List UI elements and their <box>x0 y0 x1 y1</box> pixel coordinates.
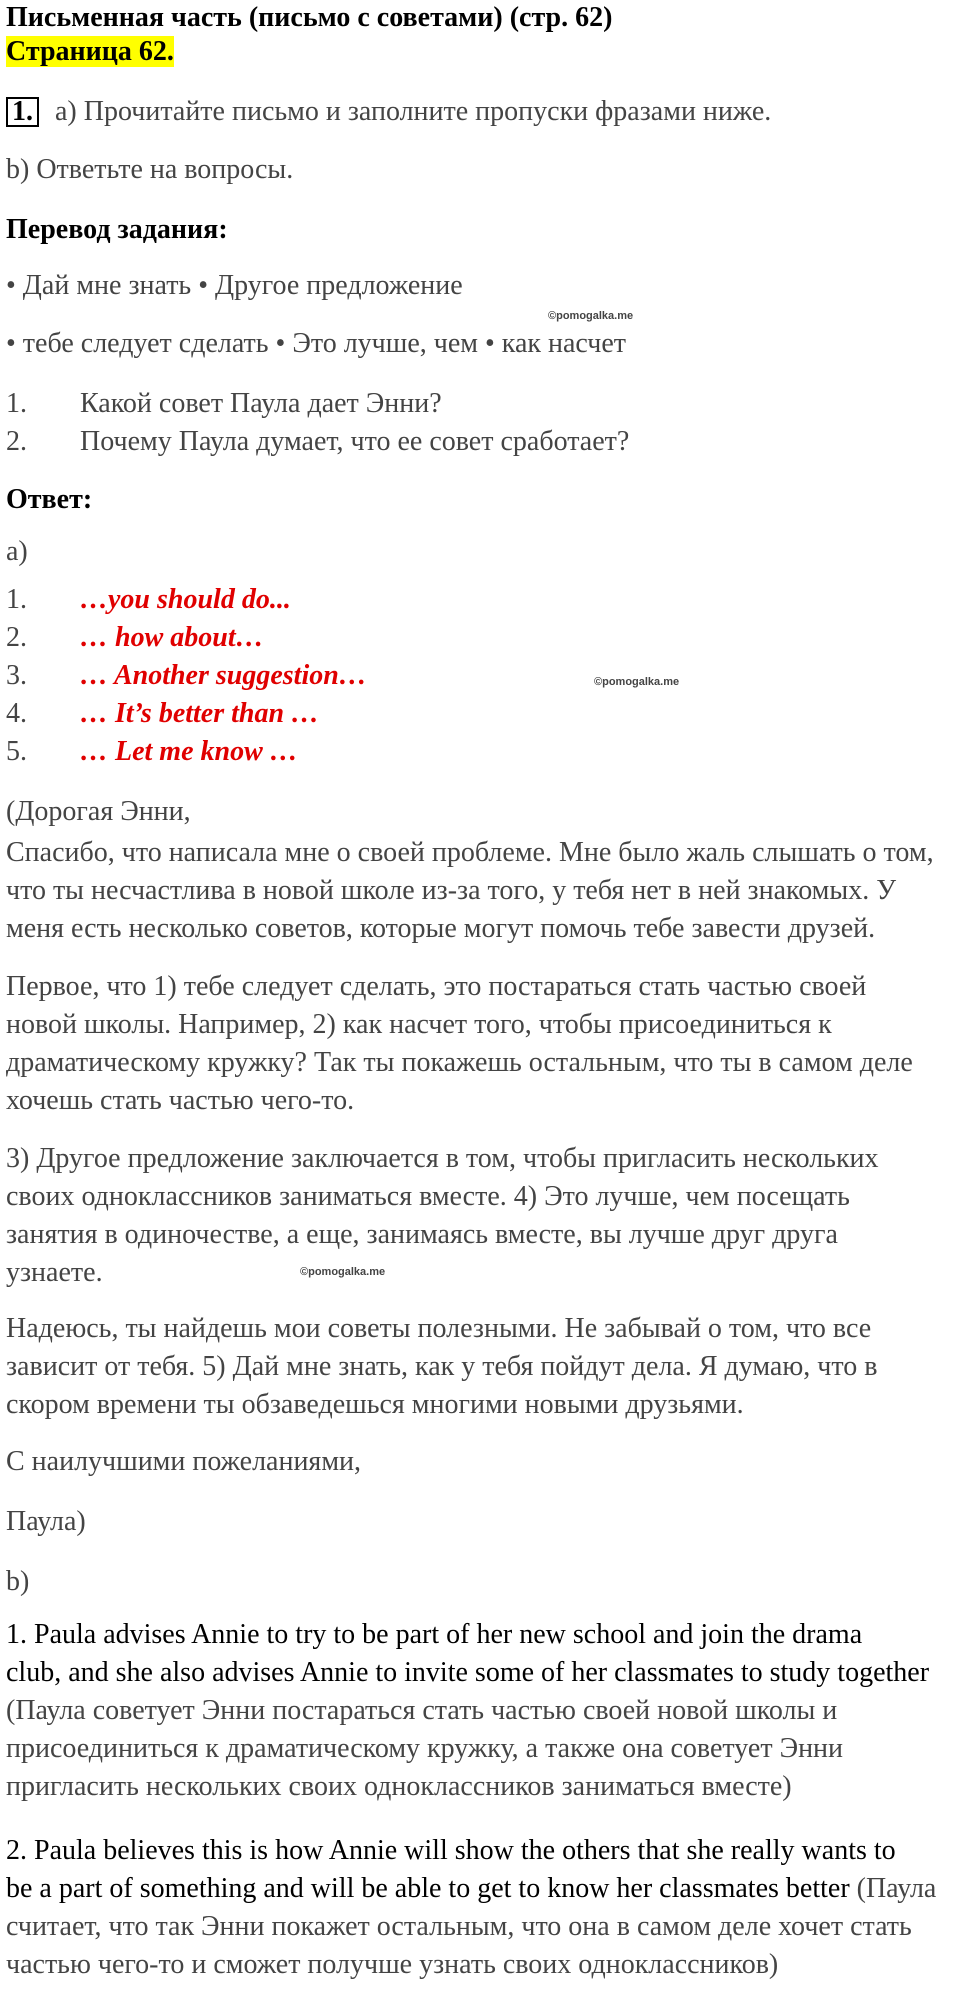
text-line: Первое, что 1) тебе следует сделать, это постараться стать частью своей <box>6 971 867 1002</box>
answer-b-2-line-2 <box>6 1870 954 1908</box>
answer-b-1-line-1: 1. Paula advises Annie to try to be part of her new school and join the drama <box>6 1619 863 1650</box>
gap-5-text: … Let me know … <box>80 736 298 767</box>
phrases-line-2: • тебе следует сделать • Это лучше, чем • как насчет <box>6 328 627 359</box>
gap-answer-5 <box>6 736 298 768</box>
gap-2-number: 2. <box>6 622 27 653</box>
text-line: скором времени ты обзаведешься многими новыми друзьями. <box>6 1389 744 1420</box>
gap-4-number: 4. <box>6 698 27 729</box>
answer-b-2-line-1: 2. Paula believes this is how Annie will show the others that she really wants to <box>6 1835 896 1866</box>
translation-heading: Перевод задания: <box>6 214 228 245</box>
text-line: частью чего-то и сможет получше узнать своих одноклассников) <box>6 1949 779 1980</box>
answer-heading: Ответ: <box>6 484 93 515</box>
answer-a-label: a) <box>6 536 28 567</box>
gap-answer-4 <box>6 698 319 730</box>
letter-signature: Паула) <box>6 1506 86 1537</box>
letter-closing: С наилучшими пожеланиями, <box>6 1446 362 1477</box>
text-line: Спасибо, что написала мне о своей проблеме. Мне было жаль слышать о том, <box>6 837 934 868</box>
question-2 <box>6 426 629 458</box>
watermark: ©pomogalka.me <box>300 1266 386 1278</box>
text-line: меня есть несколько советов, которые могут помочь тебе завести друзей. <box>6 913 876 944</box>
gap-3-text: … Another suggestion… <box>80 660 367 691</box>
text-line: 3) Другое предложение заключается в том, чтобы пригласить нескольких <box>6 1143 879 1174</box>
watermark: ©pomogalka.me <box>594 676 680 688</box>
text-line: присоединиться к драматическому кружку, а также она советует Энни <box>6 1733 844 1764</box>
letter-greeting: (Дорогая Энни, <box>6 796 191 827</box>
gap-5-number: 5. <box>6 736 27 767</box>
question-1-number: 1. <box>6 388 27 419</box>
page-title: Письменная часть (письмо с советами) (стр. 62) <box>6 2 613 33</box>
text-line: Надеюсь, ты найдешь мои советы полезными. Не забывай о том, что все <box>6 1313 872 1344</box>
gap-answer-1 <box>6 584 291 616</box>
watermark: ©pomogalka.me <box>548 310 634 322</box>
answer-b-1-line-2: club, and she also advises Annie to invite some of her classmates to study together <box>6 1657 930 1688</box>
text-line: узнаете. <box>6 1257 103 1288</box>
text-line: зависит от тебя. 5) Дай мне знать, как у тебя пойдут дела. Я думаю, что в <box>6 1351 878 1382</box>
task-number-box: 1. <box>6 97 39 127</box>
gap-1-text: …you should do... <box>80 584 291 615</box>
answer-b-2-english: be a part of something and will be able to get to know her classmates better <box>6 1873 850 1904</box>
gap-4-text: … It’s better than … <box>80 698 320 729</box>
question-2-text: Почему Паула думает, что ее совет сработает? <box>80 426 630 457</box>
letter-paragraph-2 <box>6 968 954 1120</box>
letter-paragraph-4 <box>6 1310 954 1424</box>
gap-answer-3 <box>6 660 367 692</box>
text-line: своих одноклассников заниматься вместе. 4) Это лучше, чем посещать <box>6 1181 850 1212</box>
question-1 <box>6 388 442 420</box>
text-line: (Паула советует Энни постараться стать частью своей новой школы и <box>6 1695 838 1726</box>
letter-paragraph-3 <box>6 1140 954 1292</box>
gap-answer-2 <box>6 622 264 654</box>
answer-b-2 <box>6 1832 954 1984</box>
page-label-highlight: Страница 62. <box>6 36 174 67</box>
page-label <box>6 36 174 68</box>
task-b: b) Ответьте на вопросы. <box>6 154 294 185</box>
text-line: считает, что так Энни покажет остальным, что она в самом деле хочет стать <box>6 1911 912 1942</box>
task-a-text: a) Прочитайте письмо и заполните пропуски фразами ниже. <box>55 96 772 127</box>
text-line: новой школы. Например, 2) как насчет того, чтобы присоединиться к <box>6 1009 832 1040</box>
answer-b-label: b) <box>6 1566 30 1597</box>
phrases-line-1: • Дай мне знать • Другое предложение <box>6 270 463 301</box>
letter-paragraph-1 <box>6 834 954 948</box>
text-line: занятия в одиночестве, а еще, занимаясь вместе, вы лучше друг друга <box>6 1219 838 1250</box>
text-line: пригласить нескольких своих одноклассников заниматься вместе) <box>6 1771 792 1802</box>
gap-3-number: 3. <box>6 660 27 691</box>
answer-b-2-russian-start: (Паула <box>849 1873 937 1904</box>
answer-b-1 <box>6 1616 954 1806</box>
question-1-text: Какой совет Паула дает Энни? <box>80 388 442 419</box>
task-a <box>6 96 771 128</box>
text-line: что ты несчастлива в новой школе из-за того, у тебя нет в ней знакомых. У <box>6 875 897 906</box>
text-line: драматическому кружку? Так ты покажешь остальным, что ты в самом деле <box>6 1047 913 1078</box>
text-line: хочешь стать частью чего-то. <box>6 1085 355 1116</box>
question-2-number: 2. <box>6 426 27 457</box>
gap-2-text: … how about… <box>80 622 264 653</box>
gap-1-number: 1. <box>6 584 27 615</box>
